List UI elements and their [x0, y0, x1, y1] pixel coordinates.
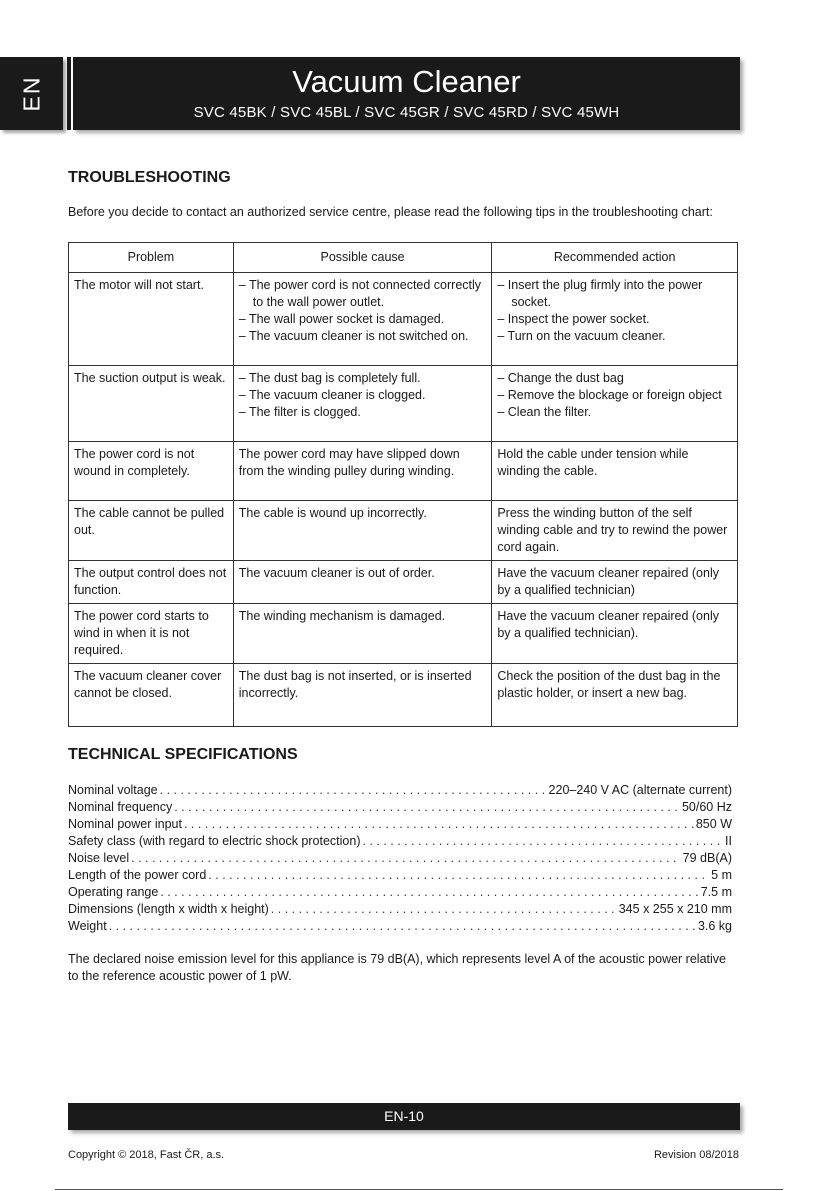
- cause-cell: The winding mechanism is damaged.: [233, 604, 492, 664]
- page-number: EN-10: [384, 1108, 424, 1124]
- problem-cell: The power cord starts to wind in when it is not required.: [69, 604, 234, 664]
- dot-leader: [109, 918, 696, 935]
- action-cell: Have the vacuum cleaner repaired (only by a qualified technician).: [492, 604, 738, 664]
- column-header-action: Recommended action: [492, 243, 738, 273]
- action-cell: [492, 273, 738, 366]
- spec-value: II: [725, 834, 732, 848]
- cause-item: – The filter is clogged.: [238, 405, 361, 419]
- problem-cell: The motor will not start.: [69, 273, 234, 366]
- action-item: – Insert the plug firmly into the power socket.: [497, 278, 703, 309]
- problem-cell: The suction output is weak.: [69, 366, 234, 442]
- spec-label: Length of the power cord: [68, 868, 207, 882]
- spec-row: [68, 850, 732, 867]
- spec-label: Weight: [68, 919, 107, 933]
- spec-label: Dimensions (length x width x height): [68, 902, 269, 916]
- cause-cell: The cable is wound up incorrectly.: [233, 501, 492, 561]
- spec-label: Noise level: [68, 851, 130, 865]
- page-number-bar: [68, 1103, 740, 1130]
- document-title: Vacuum Cleaner: [292, 64, 521, 99]
- copyright-text: Copyright © 2018, Fast ČR, a.s.: [68, 1149, 225, 1161]
- revision-text: Revision 08/2018: [653, 1149, 739, 1161]
- language-tab-divider: [67, 57, 71, 130]
- spec-value: 50/60 Hz: [681, 800, 732, 814]
- dot-leader: [271, 901, 617, 918]
- spec-row: [68, 799, 732, 816]
- action-item: – Remove the blockage or foreign object: [497, 388, 722, 402]
- cause-item: – The vacuum cleaner is not switched on.: [238, 329, 469, 343]
- dot-leader: [131, 850, 681, 867]
- specifications-heading: TECHNICAL SPECIFICATIONS: [68, 746, 298, 763]
- cause-item: – The vacuum cleaner is clogged.: [238, 388, 426, 402]
- spec-row: [68, 901, 732, 918]
- spec-value: 7.5 m: [700, 885, 732, 899]
- cause-cell: The power cord may have slipped down from the winding pulley during winding.: [233, 442, 492, 501]
- action-cell: Hold the cable under tension while winding the cable.: [492, 442, 738, 501]
- action-cell: Check the position of the dust bag in the plastic holder, or insert a new bag.: [492, 664, 738, 727]
- cause-cell: The dust bag is not inserted, or is inserted incorrectly.: [233, 664, 492, 727]
- action-item: – Clean the filter.: [497, 405, 592, 419]
- spec-row: [68, 884, 732, 901]
- specifications-list: [68, 782, 732, 935]
- table-row: [69, 273, 738, 366]
- spec-value: 3.6 kg: [697, 919, 732, 933]
- dot-leader: [184, 816, 694, 833]
- table-row: [69, 604, 738, 664]
- page-bottom-rule: [55, 1189, 783, 1190]
- dot-leader: [362, 833, 723, 850]
- problem-cell: The power cord is not wound in completely.: [69, 442, 234, 501]
- problem-cell: The vacuum cleaner cover cannot be closed.: [69, 664, 234, 727]
- table-header-row: [69, 243, 738, 273]
- cause-cell: [233, 366, 492, 442]
- model-list: SVC 45BK / SVC 45BL / SVC 45GR / SVC 45RD / SVC 45WH: [193, 104, 620, 121]
- column-header-cause: Possible cause: [233, 243, 492, 273]
- spec-row: [68, 918, 732, 935]
- spec-value: 5 m: [711, 868, 732, 882]
- table-row: [69, 561, 738, 604]
- dot-leader: [160, 884, 698, 901]
- cause-item: – The dust bag is completely full.: [238, 371, 421, 385]
- spec-value: 850 W: [695, 817, 732, 831]
- noise-emission-note: The declared noise emission level for this appliance is 79 dB(A), which represents level A of the acoustic power relative to the reference acoustic power of 1 pW.: [68, 952, 726, 983]
- dot-leader: [208, 867, 709, 884]
- problem-cell: The output control does not function.: [69, 561, 234, 604]
- spec-row: [68, 867, 732, 884]
- spec-label: Nominal frequency: [68, 800, 173, 814]
- action-cell: [492, 366, 738, 442]
- cause-cell: [233, 273, 492, 366]
- table-row: [69, 366, 738, 442]
- problem-cell: The cable cannot be pulled out.: [69, 501, 234, 561]
- troubleshooting-table: [68, 242, 738, 727]
- spec-label: Nominal power input: [68, 817, 182, 831]
- spec-row: [68, 816, 732, 833]
- language-label: EN: [17, 75, 44, 112]
- cause-cell: The vacuum cleaner is out of order.: [233, 561, 492, 604]
- column-header-problem: Problem: [69, 243, 234, 273]
- spec-value: 220–240 V AC (alternate current): [548, 783, 732, 797]
- action-item: – Inspect the power socket.: [497, 312, 650, 326]
- cause-item: – The wall power socket is damaged.: [238, 312, 445, 326]
- troubleshooting-heading: TROUBLESHOOTING: [68, 169, 231, 186]
- table-row: [69, 664, 738, 727]
- spec-label: Nominal voltage: [68, 783, 158, 797]
- troubleshooting-intro: Before you decide to contact an authorized service centre, please read the following tips in the troubleshooting chart:: [68, 205, 713, 219]
- action-item: – Change the dust bag: [497, 371, 624, 385]
- spec-value: 79 dB(A): [682, 851, 732, 865]
- action-item: – Turn on the vacuum cleaner.: [497, 329, 666, 343]
- cause-item: – The power cord is not connected correctly to the wall power outlet.: [238, 278, 482, 309]
- spec-value: 345 x 255 x 210 mm: [618, 902, 732, 916]
- spec-label: Safety class (with regard to electric shock protection): [68, 834, 361, 848]
- dot-leader: [174, 799, 680, 816]
- dot-leader: [160, 782, 547, 799]
- spec-label: Operating range: [68, 885, 159, 899]
- table-row: [69, 442, 738, 501]
- document-header: [73, 57, 740, 130]
- language-tab: [0, 57, 63, 130]
- table-row: [69, 501, 738, 561]
- action-cell: Have the vacuum cleaner repaired (only by a qualified technician): [492, 561, 738, 604]
- spec-row: [68, 833, 732, 850]
- action-cell: Press the winding button of the self winding cable and try to rewind the power cord again.: [492, 501, 738, 561]
- spec-row: [68, 782, 732, 799]
